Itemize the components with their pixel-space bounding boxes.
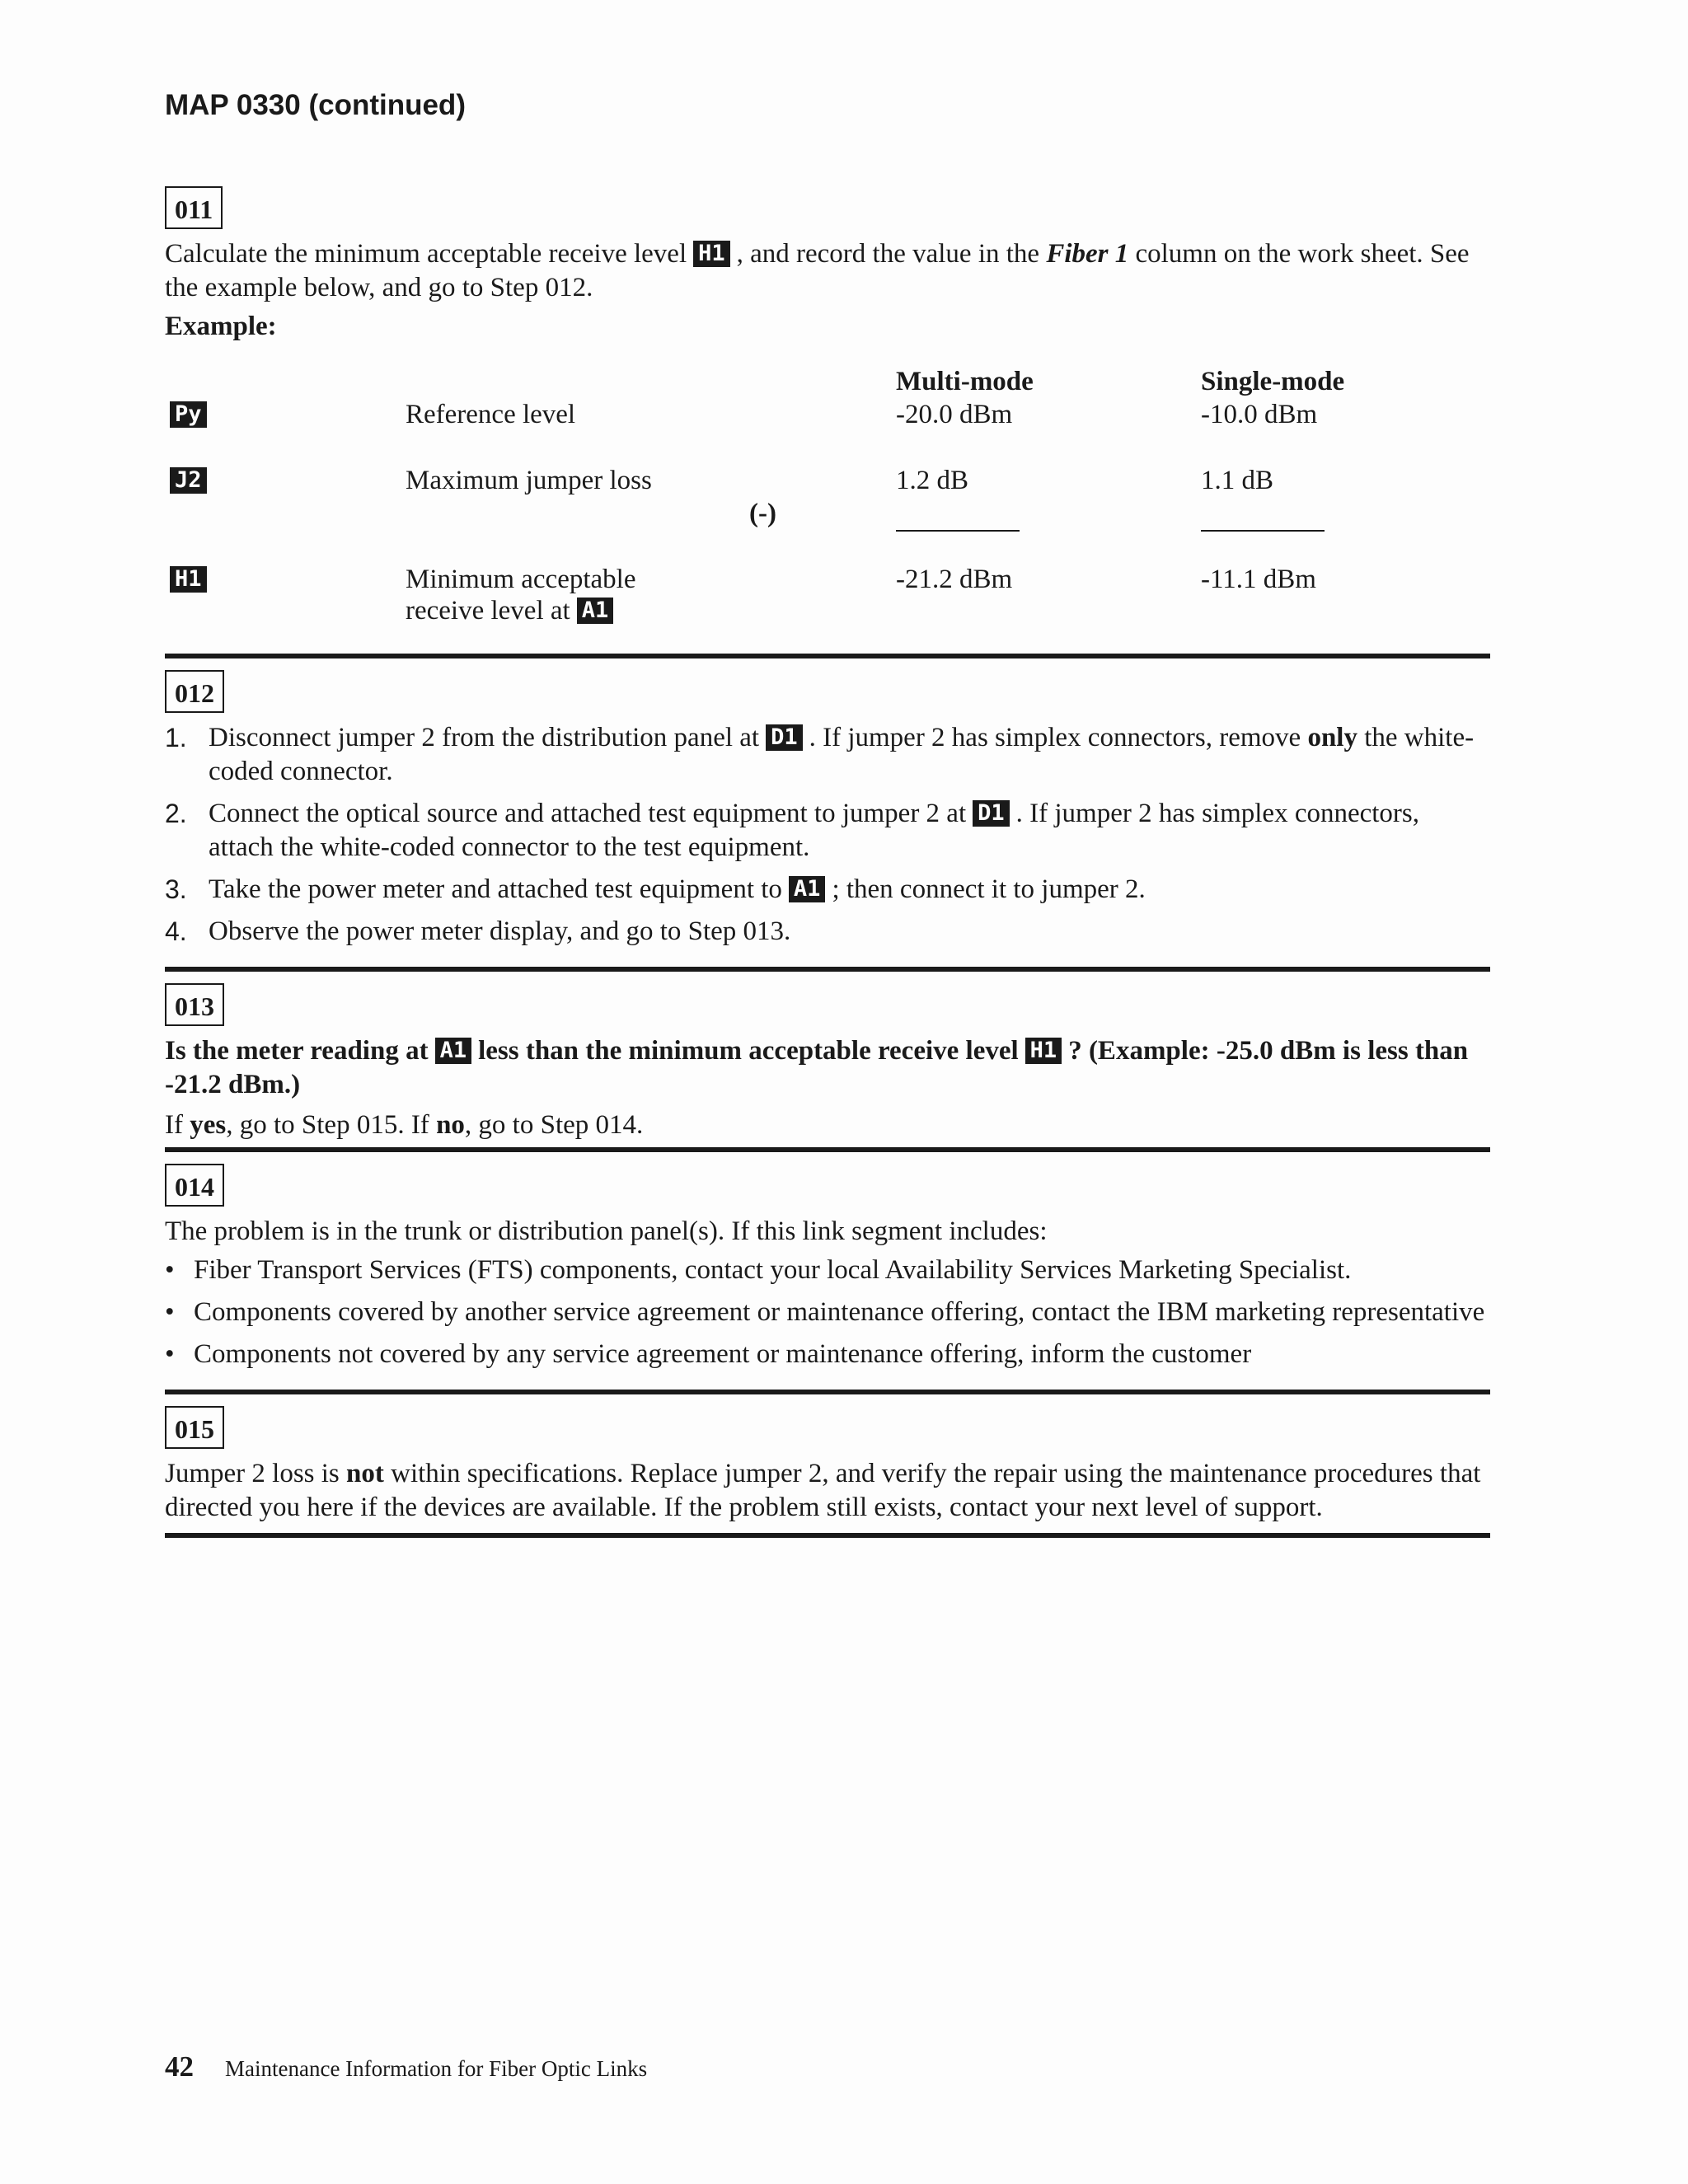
tag-d1: D1 bbox=[766, 724, 803, 751]
list-item: 2. Connect the optical source and attached test equipment to jumper 2 at D1 . If jumper 2 has simplex connectors, attach the white-coded connector to the test equipment. bbox=[165, 799, 1420, 862]
bullet-list bbox=[165, 1254, 1490, 1371]
row-value-single: 1.1 dB bbox=[1201, 466, 1274, 495]
step-number: 011 bbox=[165, 186, 223, 229]
minus-sign: (-) bbox=[749, 499, 776, 528]
bullet-icon: • bbox=[165, 1339, 175, 1369]
row-label: Maximum jumper loss bbox=[406, 466, 652, 495]
list-item: • Components covered by another service agreement or maintenance offering, contact the IBM marketing representative bbox=[165, 1296, 1490, 1329]
column-header-multi-mode: Multi-mode bbox=[896, 367, 1034, 396]
section-divider bbox=[165, 1533, 1490, 1538]
row-label-line2: receive level at A1 bbox=[406, 594, 620, 628]
list-item: 1. Disconnect jumper 2 from the distribution panel at D1 . If jumper 2 has simplex connectors, remove only the white-coded connector. bbox=[165, 723, 1475, 786]
step-015-text: Jumper 2 loss is not within specifications. Replace jumper 2, and verify the repair using the maintenance procedures that directed you here if the devices are available. If the problem still exists, contact your next level of support. bbox=[165, 1459, 1481, 1522]
sum-line-single bbox=[1201, 530, 1325, 532]
row-value-single: -10.0 dBm bbox=[1201, 400, 1318, 429]
row-value-multi: 1.2 dB bbox=[896, 466, 969, 495]
step-014-intro: The problem is in the trunk or distribution panel(s). If this link segment includes: bbox=[165, 1216, 1048, 1246]
list-item: 4. Observe the power meter display, and go to Step 013. bbox=[165, 916, 791, 946]
table-row-tag bbox=[170, 398, 207, 432]
tag-a1: A1 bbox=[577, 598, 614, 624]
tag-h1: H1 bbox=[1025, 1038, 1062, 1064]
tag-h1: H1 bbox=[693, 241, 730, 267]
step-014 bbox=[165, 1152, 1490, 1390]
tag-d1: D1 bbox=[973, 800, 1010, 827]
fiber-label: Fiber 1 bbox=[1046, 239, 1129, 269]
page-number: 42 bbox=[165, 2050, 194, 2083]
table-row-tag bbox=[170, 563, 207, 597]
page-content bbox=[165, 186, 1490, 1538]
column-header-single-mode: Single-mode bbox=[1201, 367, 1345, 396]
tag-py: Py bbox=[170, 401, 207, 428]
step-number: 014 bbox=[165, 1164, 224, 1207]
step-013 bbox=[165, 972, 1490, 1147]
bullet-icon: • bbox=[165, 1255, 175, 1285]
tag-j2: J2 bbox=[170, 467, 207, 494]
numbered-list bbox=[165, 721, 1490, 949]
tag-h1: H1 bbox=[170, 566, 207, 593]
step-number: 015 bbox=[165, 1406, 224, 1449]
example-label: Example: bbox=[165, 312, 277, 341]
row-value-multi: -21.2 dBm bbox=[896, 565, 1013, 594]
answer-text: If yes, go to Step 015. If no, go to Step 014. bbox=[165, 1110, 644, 1140]
list-item: 3. Take the power meter and attached test equipment to A1 ; then connect it to jumper 2. bbox=[165, 874, 1146, 904]
sum-line-multi bbox=[896, 530, 1020, 532]
tag-a1: A1 bbox=[789, 876, 826, 902]
row-value-multi: -20.0 dBm bbox=[896, 400, 1013, 429]
row-label: Minimum acceptable bbox=[406, 565, 636, 594]
step-011-text: Calculate the minimum acceptable receive level H1 , and record the value in the Fiber 1 column on the work sheet. See the example below, and go to Step 012. bbox=[165, 239, 1470, 302]
step-012 bbox=[165, 658, 1490, 967]
question-text: Is the meter reading at A1 less than the minimum acceptable receive level H1 ? (Example: -25.0 dBm is less than -21.2 dBm.) bbox=[165, 1036, 1469, 1099]
list-item: • Fiber Transport Services (FTS) components, contact your local Availability Services Marketing Specialist. bbox=[165, 1254, 1490, 1287]
step-011 bbox=[165, 186, 1490, 654]
list-item: • Components not covered by any service agreement or maintenance offering, inform the customer bbox=[165, 1338, 1490, 1371]
row-label: Reference level bbox=[406, 400, 576, 429]
bullet-icon: • bbox=[165, 1297, 175, 1327]
page-title: MAP 0330 (continued) bbox=[165, 89, 466, 121]
row-value-single: -11.1 dBm bbox=[1201, 565, 1316, 594]
tag-a1: A1 bbox=[435, 1038, 472, 1064]
step-number: 012 bbox=[165, 670, 224, 713]
step-015 bbox=[165, 1394, 1490, 1533]
example-table bbox=[165, 365, 1490, 654]
book-title: Maintenance Information for Fiber Optic Links bbox=[225, 2056, 648, 2081]
page-footer bbox=[165, 2050, 647, 2083]
step-number: 013 bbox=[165, 983, 224, 1026]
table-row-tag bbox=[170, 464, 207, 498]
